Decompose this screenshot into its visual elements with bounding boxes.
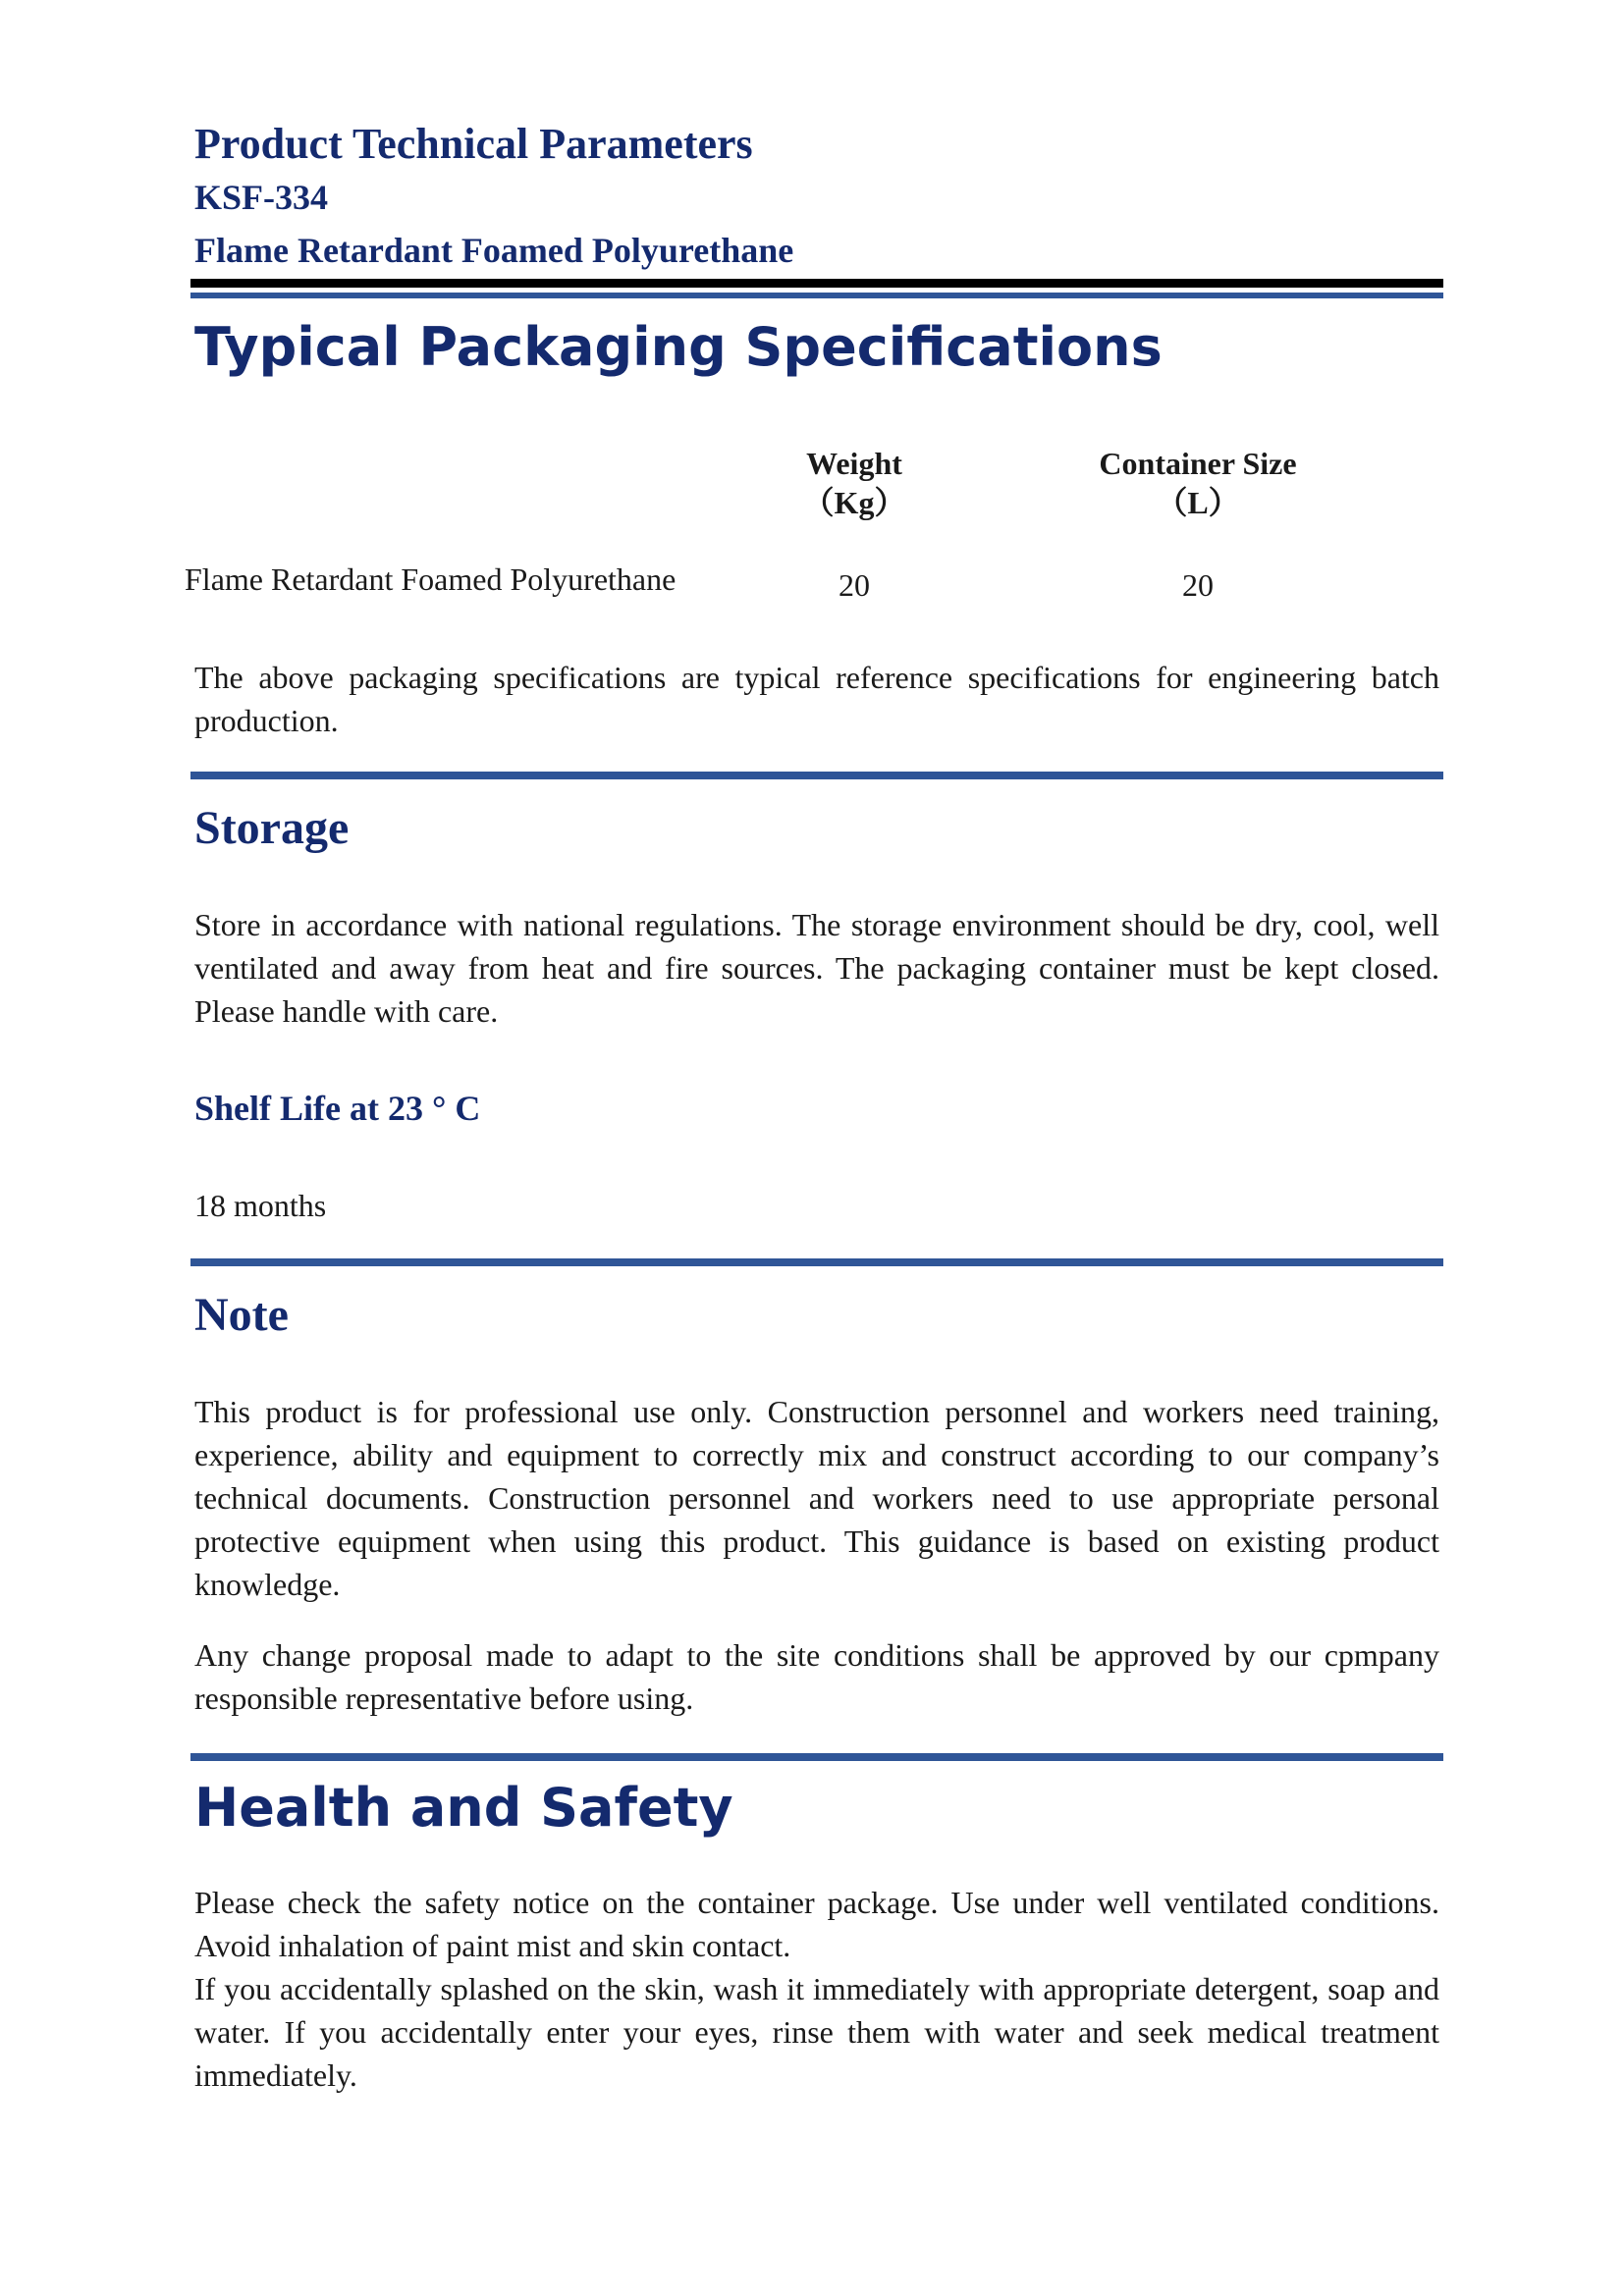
note-paragraph-1: [194, 1390, 1439, 1606]
weight-unit: （Kg）: [802, 485, 906, 520]
storage-heading: Storage: [194, 802, 350, 854]
weight-column-header: [756, 444, 952, 522]
shelf-life-value: 18 months: [194, 1188, 327, 1223]
packaging-note: [194, 656, 1439, 742]
row-weight-value: 20: [839, 567, 870, 603]
health-heading: Health and Safety: [194, 1777, 733, 1839]
health-paragraph: [194, 1881, 1439, 2097]
note-heading: Note: [194, 1289, 289, 1341]
health-text-2: If you accidentally splashed on the skin, wash it immediately with appropriate detergent, soap and water. If you accidentally enter your eyes, rinse them with water and seek medical treatment immediately.: [194, 1971, 1439, 2093]
shelf-life-heading: Shelf Life at 23 ° C: [194, 1089, 481, 1128]
container-label: Container Size: [1099, 446, 1297, 481]
container-column-header: [1051, 444, 1345, 522]
section-divider: [190, 1753, 1443, 1761]
document-title: Product Technical Parameters: [194, 120, 753, 168]
header-rule-blue: [190, 293, 1443, 298]
row-product-name: Flame Retardant Foamed Polyurethane: [185, 561, 677, 597]
note-paragraph-2: [194, 1633, 1439, 1720]
product-name: Flame Retardant Foamed Polyurethane: [194, 231, 794, 270]
section-divider: [190, 1258, 1443, 1266]
storage-paragraph: [194, 903, 1439, 1033]
header-rule-black: [190, 279, 1443, 288]
product-code: KSF-334: [194, 178, 329, 217]
health-text-1: Please check the safety notice on the container package. Use under well ventilated conditions. Avoid inhalation of paint mist and skin contact.: [194, 1885, 1439, 1963]
weight-label: Weight: [806, 446, 902, 481]
note-text-1: This product is for professional use only. Construction personnel and workers need training, experience, ability and equipment to correctly mix and construct according to our company’s technical documents. Construction personnel and workers need to use appropriate personal protective equipment when using this product. This guidance is based on existing product knowledge.: [194, 1394, 1439, 1602]
container-unit: （L）: [1156, 485, 1240, 520]
packaging-heading: Typical Packaging Specifications: [194, 316, 1163, 378]
section-divider: [190, 772, 1443, 779]
row-container-value: 20: [1182, 567, 1214, 603]
packaging-note-text: The above packaging specifications are typical reference specifications for engineering batch production.: [194, 660, 1439, 738]
note-text-2: Any change proposal made to adapt to the site conditions shall be approved by our cpmpany responsible representative before using.: [194, 1637, 1439, 1716]
storage-text: Store in accordance with national regulations. The storage environment should be dry, cool, well ventilated and away from heat and fire sources. The packaging container must be kept closed. Please handle with care.: [194, 907, 1439, 1029]
